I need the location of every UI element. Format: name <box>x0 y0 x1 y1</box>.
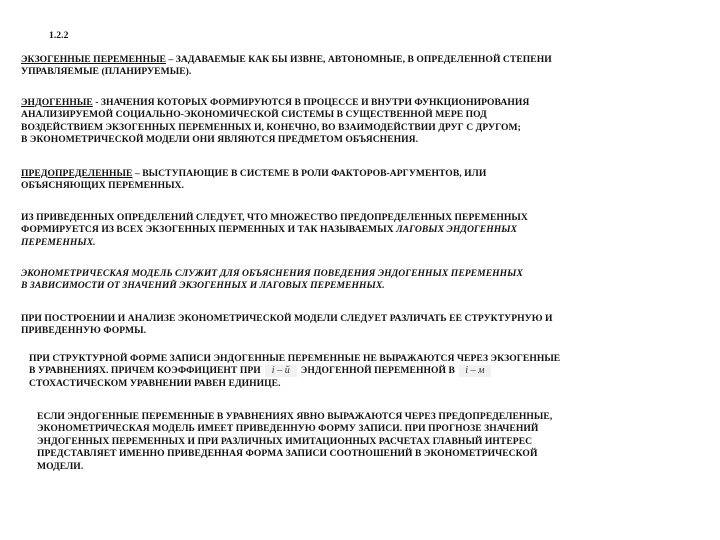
term-endogenous: ЭНДОГЕННЫЕ <box>21 97 93 108</box>
paragraph-conclusion: ИЗ ПРИВЕДЕННЫХ ОПРЕДЕЛЕНИЙ СЛЕДУЕТ, ЧТО МНОЖЕСТВО ПРЕДОПРЕДЕЛЕННЫХ ПЕРЕМЕННЫХ ФОРМИРУЕТСЯ ИЗ ВСЕХ ЭКЗОГЕННЫХ ПЕРМЕННЫХ И ТАК НАЗЫВАЕМЫХ ЛАГОВЫХ ЭНДОГЕННЫХ ПЕРЕМЕННЫХ. <box>21 212 528 248</box>
paragraph-endogenous: ЭНДОГЕННЫЕ - ЗНАЧЕНИЯ КОТОРЫХ ФОРМИРУЮТСЯ В ПРОЦЕССЕ И ВНУТРИ ФУНКЦИОНИРОВАНИЯ АНАЛИЗИРУЕМОЙ СОЦИАЛЬНО-ЭКОНОМИЧЕСКОЙ СИСТЕМЫ В СУЩЕСТВЕННОЙ МЕРЕ ПОД ВОЗДЕЙСТВИЕМ ЭКЗОГЕННЫХ ПЕРЕМЕННЫХ И, КОНЕЧНО, ВО ВЗАИМОДЕЙСТВИИ ДРУГ С ДРУГОМ; В ЭКОНОМЕТРИЧЕСКОЙ МОДЕЛИ ОНИ ЯВЛЯЮТСЯ ПРЕДМЕТОМ ОБЪЯСНЕНИЯ. <box>21 97 530 146</box>
section-number: 1.2.2 <box>49 30 69 41</box>
paragraph-predetermined: ПРЕДОПРЕДЕЛЕННЫЕ – ВЫСТУПАЮЩИЕ В СИСТЕМЕ В РОЛИ ФАКТОРОВ-АРГУМЕНТОВ, ИЛИ ОБЪЯСНЯЮЩИХ ПЕРЕМЕННЫХ. <box>21 168 487 192</box>
term-exogenous: ЭКЗОГЕННЫЕ ПЕРЕМЕННЫЕ <box>21 54 167 65</box>
paragraph-model-purpose: ЭКОНОМЕТРИЧЕСКАЯ МОДЕЛЬ СЛУЖИТ ДЛЯ ОБЪЯСНЕНИЯ ПОВЕДЕНИЯ ЭНДОГЕННЫХ ПЕРЕМЕННЫХ В ЗАВИСИМОСТИ ОТ ЗНАЧЕНИЙ ЭКЗОГЕННЫХ И ЛАГОВЫХ ПЕРЕМЕННЫХ. <box>21 268 523 292</box>
paragraph-exogenous: ЭКЗОГЕННЫЕ ПЕРЕМЕННЫЕ – ЗАДАВАЕМЫЕ КАК БЫ ИЗВНЕ, АВТОНОМНЫЕ, В ОПРЕДЕЛЕННОЙ СТЕПЕНИ УПРАВЛЯЕМЫЕ (ПЛАНИРУЕМЫЕ). <box>21 54 552 78</box>
term-predetermined: ПРЕДОПРЕДЕЛЕННЫЕ <box>21 168 133 179</box>
paragraph-structural-form: ПРИ СТРУКТУРНОЙ ФОРМЕ ЗАПИСИ ЭНДОГЕННЫЕ ПЕРЕМЕННЫЕ НЕ ВЫРАЖАЮТСЯ ЧЕРЕЗ ЭКЗОГЕННЫЕ В УРАВНЕНИЯХ. ПРИЧЕМ КОЭФФИЦИЕНТ ПРИ i – й ЭНДОГЕННОЙ ПЕРЕМЕННОЙ В i – м СТОХАСТИЧЕСКОМ УРАВНЕНИИ РАВЕН ЕДИНИЦЕ. <box>29 353 561 390</box>
formula-i-th: i – й <box>265 365 297 377</box>
formula-i-m: i – м <box>459 365 491 377</box>
paragraph-reduced-form: ЕСЛИ ЭНДОГЕННЫЕ ПЕРЕМЕННЫЕ В УРАВНЕНИЯХ ЯВНО ВЫРАЖАЮТСЯ ЧЕРЕЗ ПРЕДОПРЕДЕЛЕННЫЕ, ЭКОНОМЕТРИЧЕСКАЯ МОДЕЛЬ ИМЕЕТ ПРИВЕДЕННУЮ ФОРМУ ЗАПИСИ. ПРИ ПРОГНОЗЕ ЗНАЧЕНИЙ ЭНДОГЕННЫХ ПЕРЕМЕННЫХ И ПРИ РАЗЛИЧНЫХ ИМИТАЦИОННЫХ РАСЧЕТАХ ГЛАВНЫЙ ИНТЕРЕС ПРЕДСТАВЛЯЕТ ИМЕННО ПРИВЕДЕННАЯ ФОРМА ЗАПИСИ СООТНОШЕНИЙ В ЭКОНОМЕТРИЧЕСКОЙ МОДЕЛИ. <box>37 411 553 472</box>
paragraph-forms: ПРИ ПОСТРОЕНИИ И АНАЛИЗЕ ЭКОНОМЕТРИЧЕСКОЙ МОДЕЛИ СЛЕДУЕТ РАЗЛИЧАТЬ ЕЕ СТРУКТУРНУЮ И ПРИВЕДЕННУЮ ФОРМЫ. <box>21 313 553 337</box>
lagged-endogenous-term: ЛАГОВЫХ ЭНДОГЕННЫХ <box>396 224 518 236</box>
